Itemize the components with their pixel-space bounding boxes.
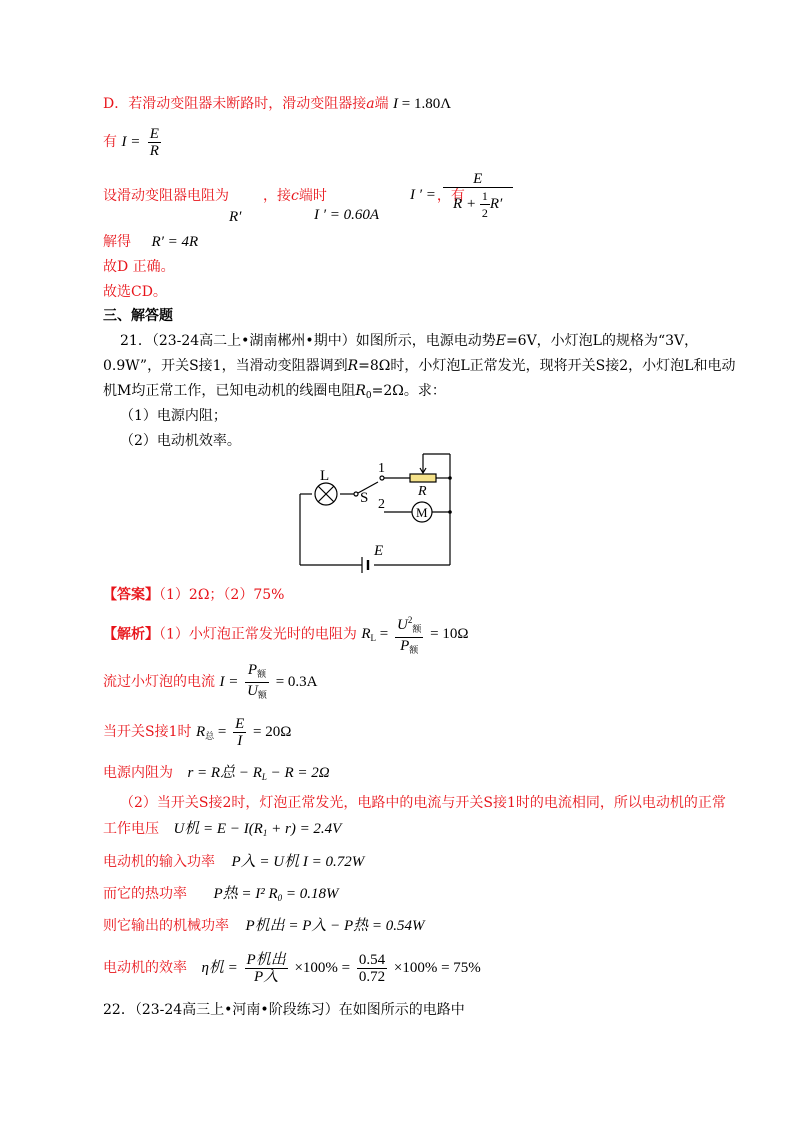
have-line: 有 I = $\frac{E}{R}$	[103, 125, 159, 159]
analysis-p9: 则它输出的机械功率 P机出 = P入 − P热 = 0.54W	[103, 918, 425, 934]
option-d-line: D．若滑动变阻器未断路时，滑动变阻器接a端 I = 1.80Λ	[103, 96, 452, 112]
q21-line3: 机M均正常工作，已知电动机的线圈电阻$R_0=2\Omega$。求：	[103, 383, 446, 401]
answer-line: 【答案】（1）2Ω；（2）75%	[103, 587, 285, 603]
q21-sub1: （1）电源内阻；	[120, 408, 227, 424]
terminal-2-label: 2	[378, 497, 385, 512]
q21-line2: 0.9W”，开关S接1，当滑动变阻器调到R=8Ω时，小灯泡L正常发光，现将开关S接2，小灯泡L和电动	[103, 358, 736, 374]
analysis-p2: 流过小灯泡的电流 I = $\frac{P_额}{U_额}$ = 0.3A	[103, 662, 318, 701]
analysis-p10: 电动机的效率 η机 = $\frac{\text{P机出}}{\text{P入}}$ ×100% = $\frac{0.54}{0.72}$ ×100% = 75%	[103, 952, 481, 986]
rheostat-label: R	[418, 484, 427, 499]
q21-sub2: （2）电动机效率。	[120, 433, 241, 449]
battery-label: E	[374, 543, 384, 559]
r-prime-label: R′	[229, 209, 242, 225]
choose-line: 故选CD。	[103, 284, 167, 300]
rheostat-icon	[410, 474, 436, 482]
fraction-e-over-r: $\frac{E}{R}$	[149, 125, 159, 159]
solve-line: 解得 R′ = 4R	[103, 234, 199, 250]
analysis-p8: 而它的热功率 P热 = I² $R_0 = 0.18W$	[103, 886, 339, 903]
i-prime-value: I ′ = 0.60A	[314, 207, 380, 223]
analysis-p5: （2）当开关S接2时，灯泡正常发光，电路中的电流与开关S接1时的电流相同，所以电动机的正常	[120, 795, 726, 811]
q22-line: 22．（23-24高三上•河南•阶段练习）在如图所示的电路中	[103, 1002, 465, 1018]
section-heading: 三、解答题	[103, 308, 173, 324]
circuit-diagram	[290, 450, 470, 580]
analysis-p6: 工作电压 U机 = $E - I(R_1 + r) = 2.4V$	[103, 821, 342, 838]
motor-label: M	[416, 505, 428, 520]
switch-label: S	[360, 490, 369, 506]
analysis-p3: 当开关S接1时 $R_总$ = $\frac{E}{I}$ = 20Ω	[103, 716, 292, 750]
i-prime-equation: I ′ = E R + $\frac{1}{2}$ R′	[410, 170, 516, 221]
q21-line1: 21．（23-24高二上•湖南郴州•期中）如图所示，电源电动势E=6V，小灯泡L的规格为“3V，	[120, 333, 699, 349]
lamp-label: L	[320, 468, 330, 484]
set-line: 设滑动变阻器电阻为 ，接c端时 ，有	[103, 188, 465, 204]
analysis-p7: 电动机的输入功率 P入 = U机 I = 0.72W	[103, 854, 365, 870]
analysis-p1: 【解析】（1）小灯泡正常发光时的电阻为 $R_L$ = $\frac{U^2_额}{P_额}$ = 10Ω	[103, 612, 468, 658]
analysis-p4: 电源内阻为 r = R总 − $R_L - R = 2\Omega$	[103, 765, 330, 782]
correct-line: 故D 正确。	[103, 259, 175, 275]
terminal-1-label: 1	[378, 461, 385, 476]
